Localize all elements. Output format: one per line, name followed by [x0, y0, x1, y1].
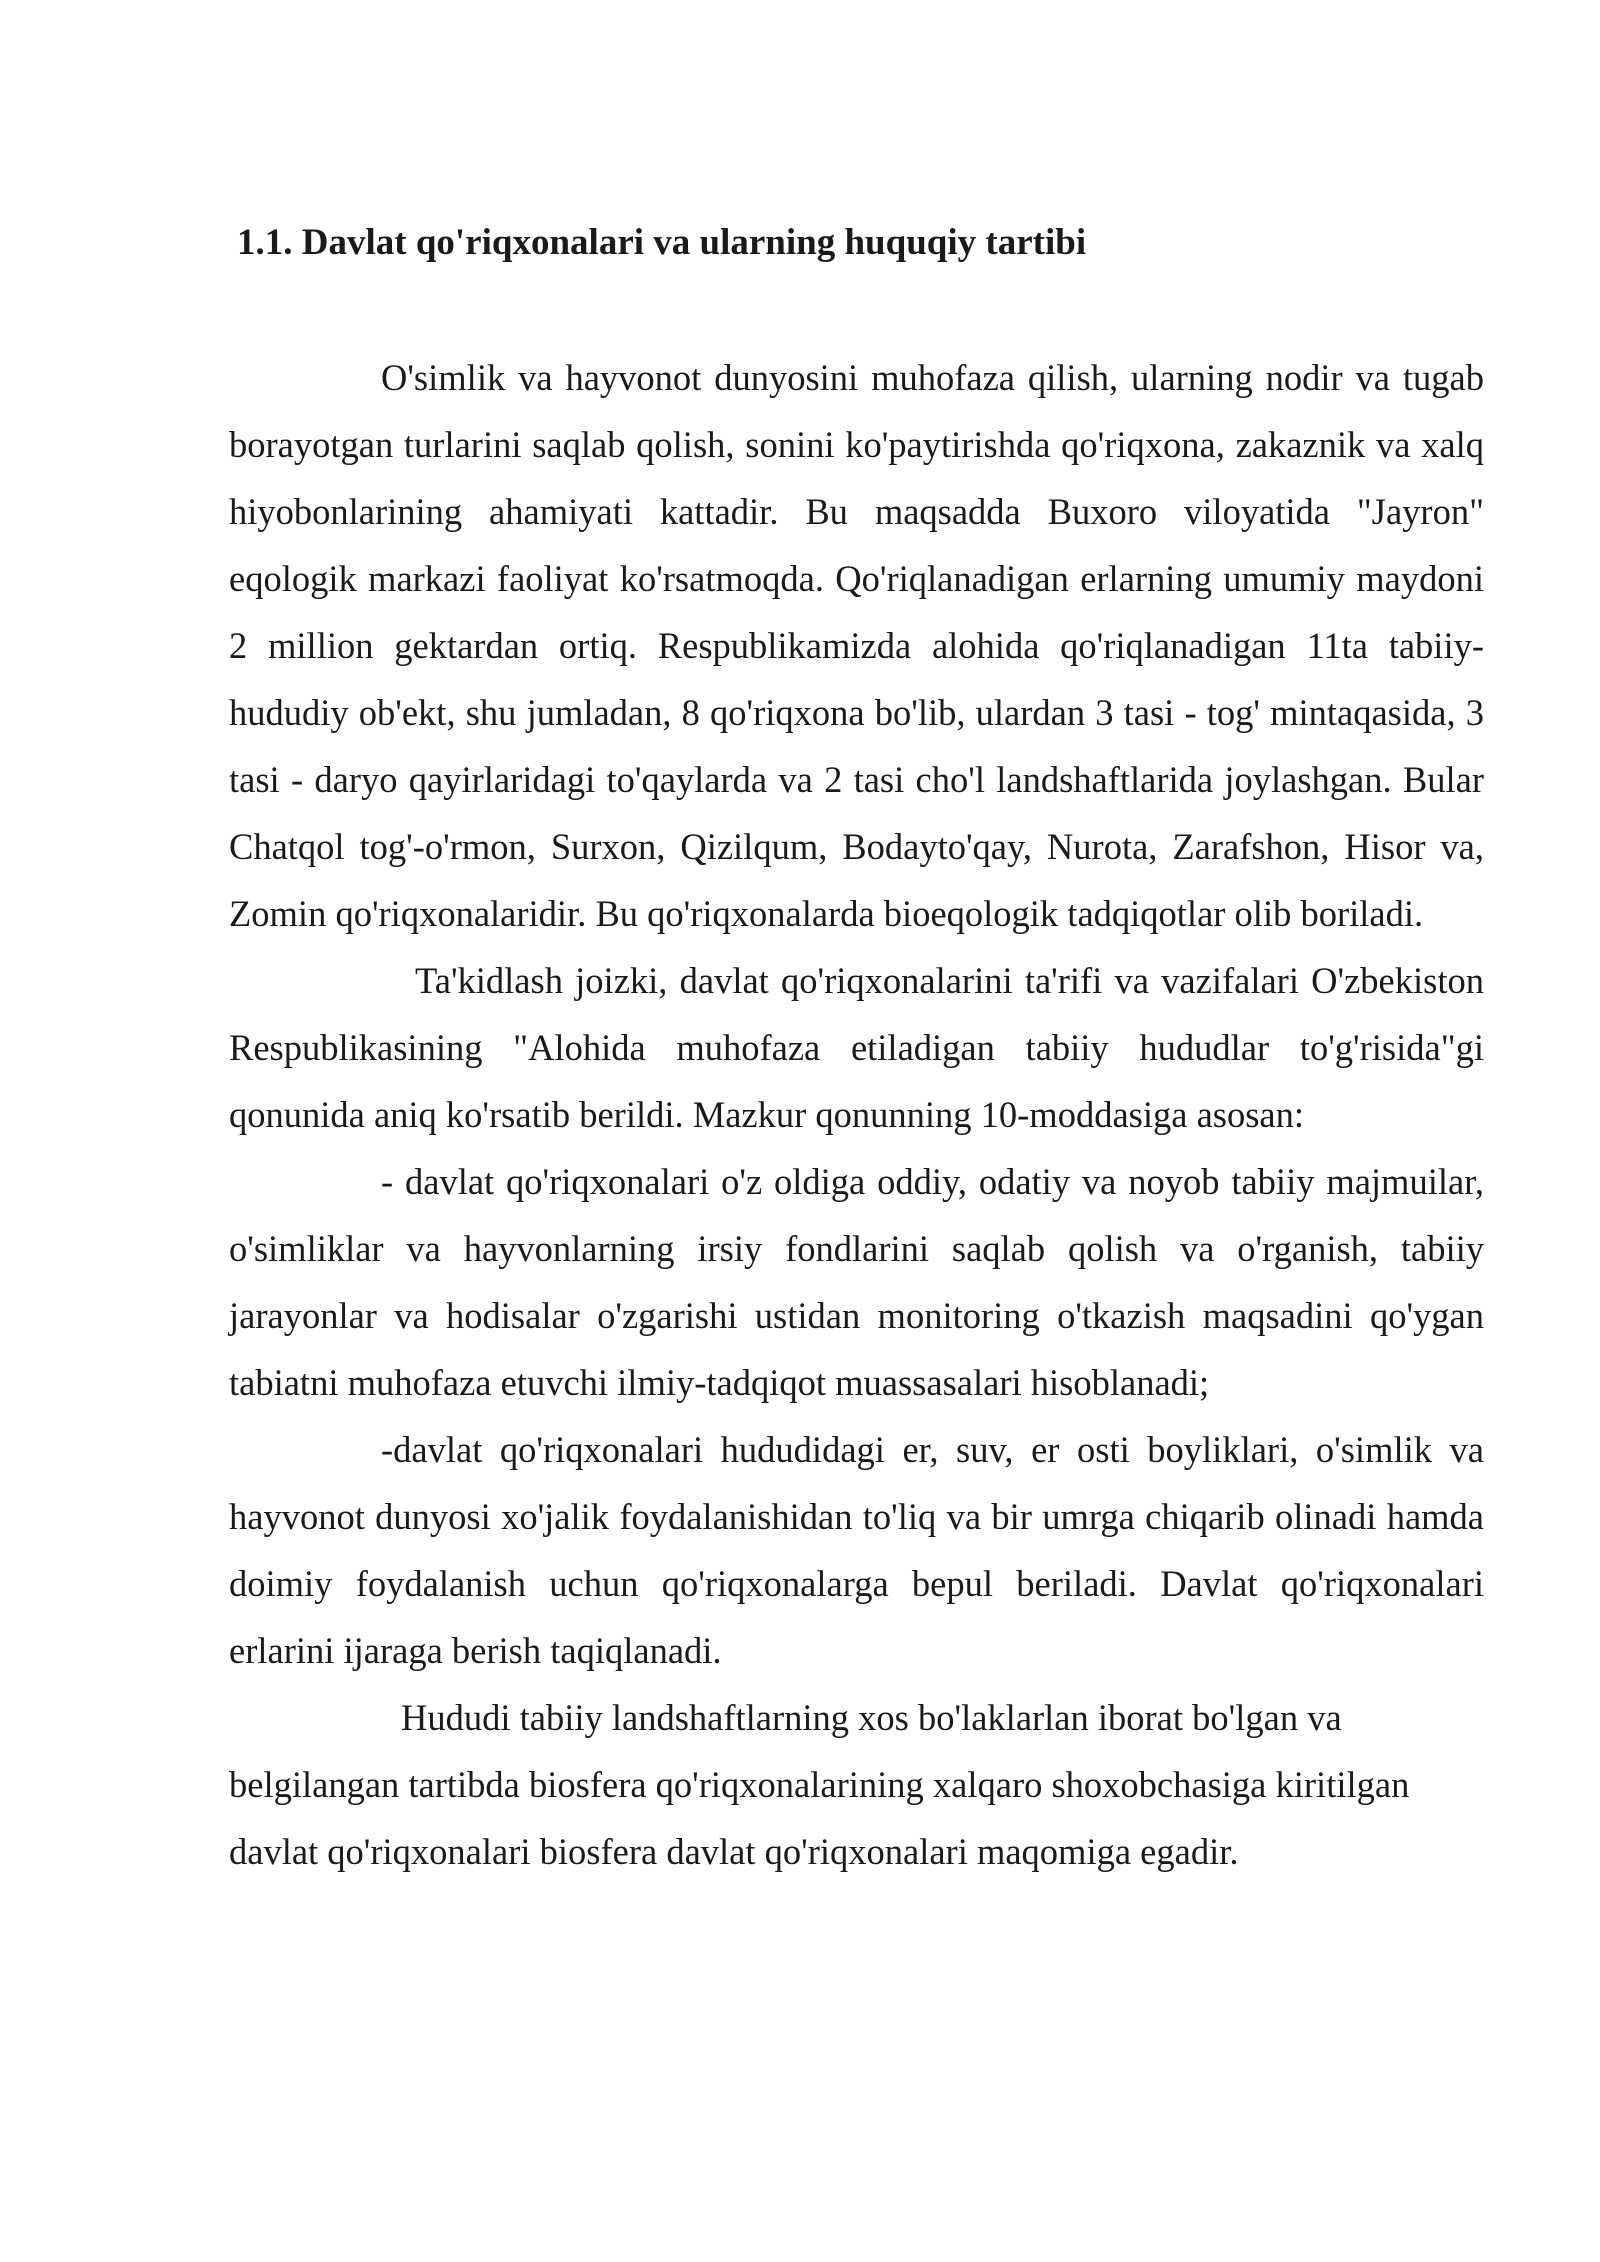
section-heading: 1.1. Davlat qo'riqxonalari va ularning huquqiy tartibi [237, 222, 1087, 263]
paragraph-1: O'simlik va hayvonot dunyosini muhofaza qilish, ularning nodir va tugab borayotgan turlarini saqlab qolish, sonini ko'paytirishda qo'riqxona, zakaznik va xalq hiyobonlarining ahamiyati kattadir. Bu maqsadda Buxoro viloyatida "Jayron" eqologik markazi faoliyat ko'rsatmoqda. Qo'riqlanadigan erlarning umumiy maydoni 2 million gektardan ortiq. Respublikamizda alohida qo'riqlanadigan 11ta tabiiy-hududiy ob'ekt, shu jumladan, 8 qo'riqxona bo'lib, ulardan 3 tasi - tog' mintaqasida, 3 tasi - daryo qayirlaridagi to'qaylarda va 2 tasi cho'l landshaftlarida joylashgan. Bular Chatqol tog'-o'rmon, Surxon, Qizilqum, Bodayto'qay, Nurota, Zarafshon, Hisor va, Zomin qo'riqxonalaridir. Bu qo'riqxonalarda bioeqologik tadqiqotlar olib boriladi. [229, 357, 1484, 934]
paragraph-2: Ta'kidlash joizki, davlat qo'riqxonalarini ta'rifi va vazifalari O'zbekiston Respublikasining "Alohida muhofaza etiladigan tabiiy hududlar to'g'risida"gi qonunida aniq ko'rsatib berildi. Mazkur qonunning 10-moddasiga asosan: [229, 960, 1484, 1135]
list-item-1: - davlat qo'riqxonalari o'z oldiga oddiy, odatiy va noyob tabiiy majmuilar, o'simliklar va hayvonlarning irsiy fondlarini saqlab qolish va o'rganish, tabiiy jarayonlar va hodisalar o'zgarishi ustidan monitoring o'tkazish maqsadini qo'ygan tabiatni muhofaza etuvchi ilmiy-tadqiqot muassasalari hisoblanadi; [229, 1161, 1484, 1403]
document-body [229, 344, 1484, 1885]
list-item-2: -davlat qo'riqxonalari hududidagi er, suv, er osti boyliklari, o'simlik va hayvonot dunyosi xo'jalik foydalanishidan to'liq va bir umrga chiqarib olinadi hamda doimiy foydalanish uchun qo'riqxonalarga bepul beriladi. Davlat qo'riqxonalari erlarini ijaraga berish taqiqlanadi. [229, 1429, 1484, 1671]
paragraph-3: Hududi tabiiy landshaftlarning xos bo'laklarlan iborat bo'lgan va belgilangan tartibda biosfera qo'riqxonalarining xalqaro shoxobchasiga kiritilgan davlat qo'riqxonalari biosfera davlat qo'riqxonalari maqomiga egadir. [229, 1697, 1410, 1872]
